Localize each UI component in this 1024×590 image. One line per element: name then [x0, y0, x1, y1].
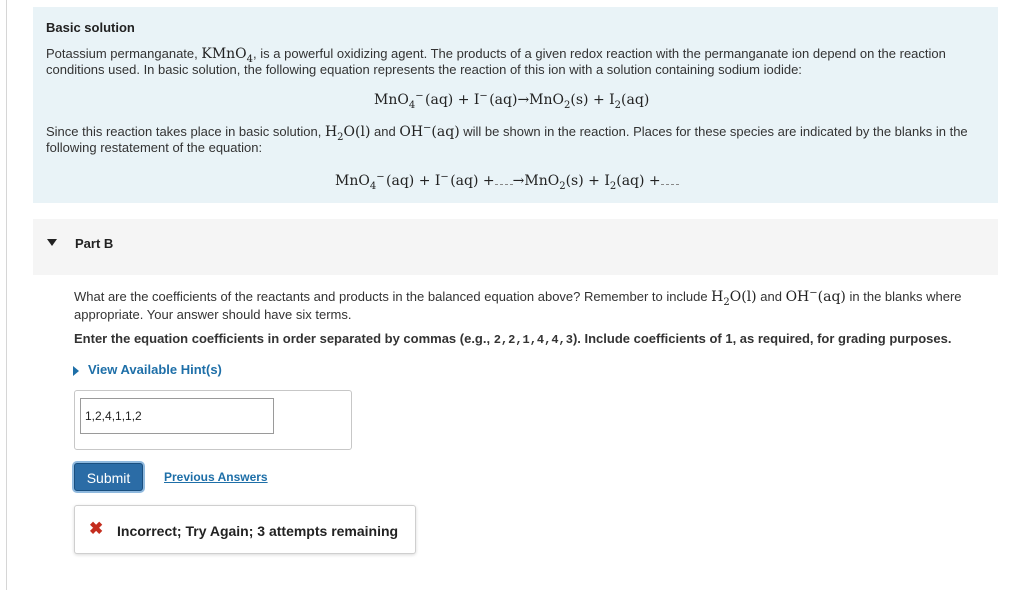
basic-solution-paragraph: Since this reaction takes place in basic solution, $H_2O(l)$ and OH−(aq) will be shown in the reaction. Places for these species are indicated by the blanks in the following restatement of the equation:: [46, 122, 968, 155]
collapse-caret-icon[interactable]: [47, 239, 57, 246]
feedback-box: [74, 505, 416, 554]
view-hints-link[interactable]: [73, 362, 222, 377]
answer-input[interactable]: [80, 398, 274, 434]
intro-text: Potassium permanganate,: [46, 46, 202, 61]
submit-button[interactable]: Submit: [74, 463, 143, 491]
incorrect-x-icon: ✖: [89, 519, 104, 538]
blank-1: [495, 174, 513, 185]
hint-label: View Available Hint(s): [88, 362, 222, 377]
blank-2: [661, 174, 679, 185]
intro-paragraph: [46, 46, 991, 78]
expand-triangle-icon: [73, 366, 79, 376]
part-b-header[interactable]: [33, 219, 998, 275]
reaction-equation: MnO$_4$− (aq) + I− $(aq)\to MnO_2(s) + I_2(aq)$: [374, 90, 650, 111]
example-coefficients: 2,2,1,4,4,3: [493, 333, 573, 347]
feedback-message: Incorrect; Try Again; 3 attempts remaining: [117, 523, 399, 539]
question-text: What are the coefficients of the reactants and products in the balanced equation above? Remember to include $H_2O(l)$ and OH−(aq) in the blanks where appropriate. Your answer should have six terms.: [74, 287, 962, 322]
intro-text-continued: , is a powerful oxidizing agent. The products of a given redox reaction with the permanganate ion depend on the reaction conditions used. In basic solution, the following equation represents the reaction of this ion with a solution containing sodium iodide:: [46, 46, 946, 77]
instruction-text: Enter the equation coefficients in order separated by commas (e.g., 2,2,1,4,4,3). Include coefficients of 1, as required, for grading purposes.: [74, 331, 952, 347]
answer-container: [74, 390, 352, 450]
kmno4-formula: KMnO$_4$: [201, 46, 254, 65]
left-divider: [6, 0, 7, 590]
part-label: Part B: [75, 236, 114, 251]
section-heading: Basic solution: [46, 20, 135, 35]
restated-equation: MnO$_4$− (aq) + I− $(aq) + \to MnO_2(s) + I_2(aq)$ +: [335, 173, 679, 189]
previous-answers-link[interactable]: Previous Answers: [164, 470, 268, 484]
intro-panel: [33, 7, 998, 203]
